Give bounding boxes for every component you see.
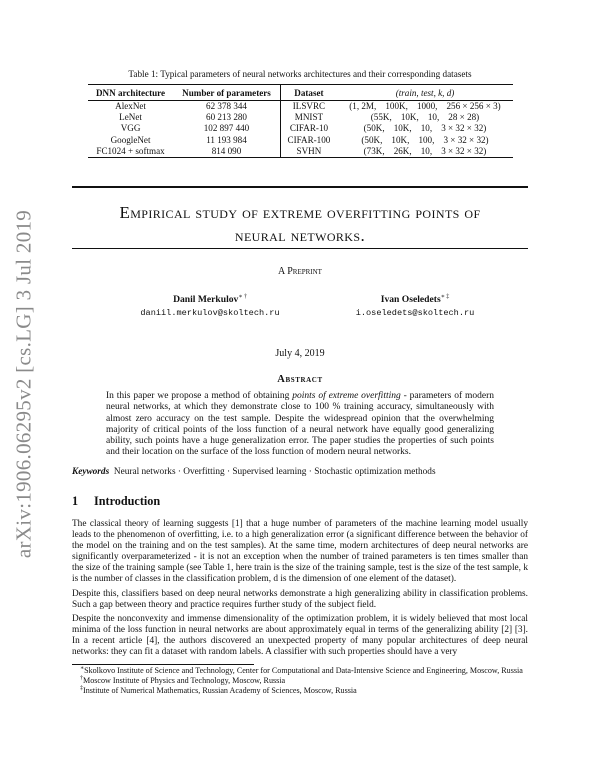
footnote-2 — [72, 676, 528, 686]
cell-params: 102 897 440 — [203, 123, 250, 134]
table-row — [88, 123, 513, 134]
table-row — [88, 135, 513, 146]
section-number: 1 — [72, 494, 79, 508]
cell-params: 60 213 280 — [206, 112, 247, 123]
author-marks: ∗ ‡ — [440, 293, 450, 300]
preprint-label: A Preprint — [278, 266, 322, 277]
abstract-pre: In this paper we propose a method of obtaining — [106, 391, 293, 401]
cell-arch: LeNet — [119, 112, 142, 123]
abstract-text — [106, 391, 494, 459]
table-row — [88, 146, 513, 158]
cell-dataset: MNIST — [280, 112, 337, 123]
header-dataset: Dataset — [280, 85, 337, 101]
author-2 — [330, 294, 500, 318]
footnote-mark: ‡ — [80, 685, 83, 692]
title-line-1: Empirical study of extreme overfitting points of — [119, 203, 481, 222]
abstract-emphasis: points of extreme overfitting — [292, 391, 401, 401]
section-title: Introduction — [94, 494, 161, 508]
paper-date: July 4, 2019 — [275, 348, 325, 359]
footnote-mark: † — [80, 675, 83, 682]
header-arch: DNN architecture — [95, 87, 166, 98]
cell-arch: VGG — [120, 123, 141, 134]
footnote-3 — [72, 686, 528, 696]
header-tuple: (train, test, k, d) — [395, 87, 455, 98]
cell-params: 62 378 344 — [206, 101, 247, 111]
cell-dataset: CIFAR-100 — [280, 135, 337, 146]
keywords-text: Neural networks · Overfitting · Supervised learning · Stochastic optimization methods — [113, 467, 436, 477]
paragraph-3: Despite the nonconvexity and immense dimensionality of the optimization problem, it is widely believed that most local minima of the loss function in neural networks are about approximately equal in terms of the generalizing ability [2] [3]. In a recent article [4], the authors discovered an unexpected property of many popular architectures of deep neural networks: they can fit a dataset with random labels. A classifier with such properties should have a very — [72, 614, 528, 658]
author-name: Ivan Oseledets — [380, 294, 441, 305]
title-line-2: neural networks. — [234, 226, 366, 245]
cell-tuple: (50K, 10K, 100, 3 × 32 × 32) — [361, 134, 489, 145]
keywords-label: Keywords — [72, 467, 110, 477]
footnotes — [72, 666, 528, 696]
table-row — [88, 112, 513, 123]
footnote-mark: ∗ — [80, 665, 85, 672]
arxiv-stamp: arXiv:1906.06295v2 [cs.LG] 3 Jul 2019 — [11, 209, 36, 559]
author-email: daniil.merkulov@skoltech.ru — [140, 308, 280, 318]
cell-tuple: (55K, 10K, 10, 28 × 28) — [370, 112, 480, 123]
cell-dataset: SVHN — [280, 146, 337, 158]
abstract-heading: Abstract — [277, 374, 323, 385]
table-caption: Table 1: Typical parameters of neural networks architectures and their corresponding datasets — [128, 69, 472, 79]
keywords — [72, 467, 528, 477]
paper-title — [72, 201, 528, 247]
header-params: Number of parameters — [182, 87, 271, 98]
cell-arch: AlexNet — [115, 101, 146, 111]
cell-params: 11 193 984 — [206, 134, 247, 145]
cell-dataset: ILSVRC — [280, 101, 337, 113]
cell-tuple: (50K, 10K, 10, 3 × 32 × 32) — [363, 123, 487, 134]
footnote-text: Moscow Institute of Physics and Technology, Moscow, Russia — [83, 676, 286, 685]
table-row — [88, 101, 513, 113]
author-name: Danil Merkulov — [173, 294, 239, 305]
cell-tuple: (73K, 26K, 10, 3 × 32 × 32) — [363, 145, 487, 156]
footnote-rule — [72, 664, 254, 665]
footnote-1 — [72, 666, 528, 676]
cell-dataset: CIFAR-10 — [280, 123, 337, 134]
footnote-text: Skolkovo Institute of Science and Technology, Center for Computational and Data-Intensive Science and Engineering, Moscow, Russia — [84, 666, 523, 675]
paragraph-1: The classical theory of learning suggests [1] that a huge number of parameters of the machine learning model usually leads to the phenomenon of overfitting, i.e. to a high generalization error (a significant difference between the behavior of the model on the training and on the test samples). At the same time, modern architectures of deep neural networks are significantly overparameterized - it is not an exception when the number of trained parameters is ten times smaller than the size of the training sample (see Table 1, here train is the size of the training sample, test is the size of the test sample, k is the number of classes in the classification problem, d is the dimension of one element of the dataset). — [72, 519, 528, 585]
table-header-row — [88, 85, 513, 101]
parameters-table — [88, 84, 513, 158]
abstract-post: - parameters of modern neural networks, at which they demonstrate close to 100 % training accuracy, simultaneously with almost zero accuracy on the test sample. Despite the widespread opinion that the overwhelming majority of critical points of the loss function of a neural network have equally good generalizing ability, such points have a huge generalization error. The paper studies the properties of such points and their location on the surface of the loss function of modern neural networks. — [106, 391, 494, 458]
cell-tuple: (1, 2M, 100K, 1000, 256 × 256 × 3) — [349, 101, 501, 111]
footnote-text: Institute of Numerical Mathematics, Russian Academy of Sciences, Moscow, Russia — [83, 686, 357, 695]
paragraph-2: Despite this, classifiers based on deep neural networks demonstrate a high generalizing ability in classification problems. Such a gap between theory and practice requires further study of the subject field. — [72, 589, 528, 611]
cell-params: 814 090 — [211, 145, 242, 156]
author-1 — [120, 294, 300, 318]
cell-arch: FC1024 + softmax — [96, 145, 165, 156]
author-marks: ∗ † — [238, 293, 247, 300]
title-rule-bottom — [72, 248, 528, 249]
cell-arch: GoogleNet — [110, 134, 151, 145]
section-heading — [72, 494, 160, 509]
author-email: i.oseledets@skoltech.ru — [355, 308, 475, 318]
title-rule-top — [72, 186, 528, 188]
